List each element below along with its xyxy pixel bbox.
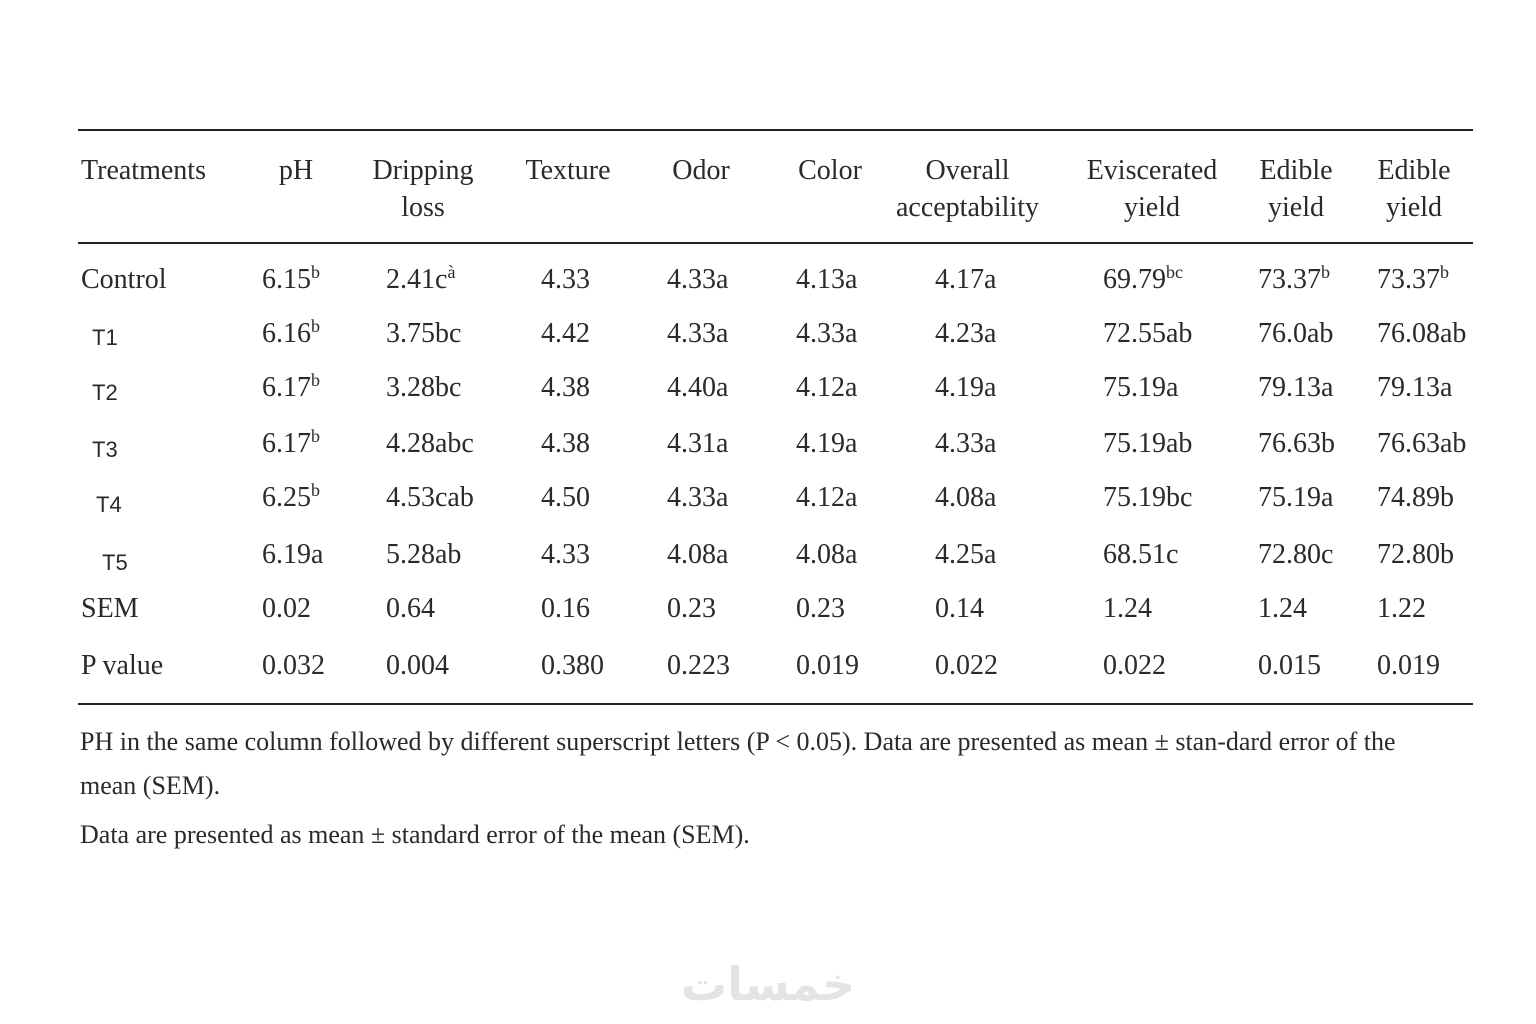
cell-value: 6.16: [262, 318, 311, 349]
row-label: T3: [92, 437, 118, 462]
cell-value: 68.51c: [1103, 539, 1179, 570]
table-cell: [1103, 370, 1178, 406]
cell-value: 0.223: [667, 650, 730, 681]
cell-value: 4.08a: [935, 482, 997, 513]
cell-value: 3.28bc: [386, 372, 462, 403]
cell-value: 4.33a: [796, 318, 858, 349]
cell-value: 4.19a: [935, 372, 997, 403]
row-label: T2: [92, 380, 118, 405]
table-cell: [667, 537, 728, 573]
table-cell: [386, 480, 474, 516]
header-line: Eviscerated: [1086, 155, 1218, 186]
cell-value: 6.25: [262, 482, 311, 513]
header-ph: [256, 152, 336, 189]
header-dripping-loss: [358, 152, 488, 226]
table-cell: [667, 591, 716, 627]
cell-value: 75.19ab: [1103, 428, 1193, 459]
note-text: PH in the same column followed by different superscript letters (P < 0.05). Data are presented as mean ± stan-dard error of the mean (SEM).: [80, 727, 1396, 800]
cell-value: 1.24: [1258, 593, 1307, 624]
cell-value: 4.31a: [667, 428, 729, 459]
table-cell: [386, 262, 455, 298]
table-note-1: [80, 720, 1410, 808]
row-label: SEM: [81, 593, 139, 624]
table-cell: [796, 480, 857, 516]
cell-value: 75.19bc: [1103, 482, 1193, 513]
table-cell: [1377, 426, 1466, 462]
header-edible-yield-2: [1364, 152, 1464, 226]
table-header-rule: [78, 242, 1473, 244]
table-cell: [935, 480, 996, 516]
cell-value: 2.41c: [386, 264, 448, 295]
table-cell: [262, 262, 320, 298]
table-cell: [796, 426, 857, 462]
table-cell: [386, 591, 435, 627]
table-cell: [1377, 537, 1454, 573]
cell-value: 4.33: [541, 264, 590, 295]
cell-value: 75.19a: [1258, 482, 1334, 513]
cell-value: 4.17a: [935, 264, 997, 295]
table-cell: [1103, 316, 1192, 352]
cell-superscript: bc: [1166, 262, 1183, 282]
header-line: Treatments: [81, 155, 206, 186]
cell-value: 6.19a: [262, 539, 324, 570]
table-cell: [935, 262, 996, 298]
row-label: T5: [102, 550, 128, 575]
cell-value: 73.37: [1377, 264, 1440, 295]
cell-value: 4.38: [541, 372, 590, 403]
table-cell: [541, 648, 604, 684]
table-cell: [667, 262, 728, 298]
table-cell: [935, 537, 996, 573]
header-eviscerated-yield: [1077, 152, 1227, 226]
cell-value: 69.79: [1103, 264, 1166, 295]
table-cell: [386, 370, 461, 406]
cell-value: 0.019: [1377, 650, 1440, 681]
table-cell: [386, 648, 449, 684]
table-cell: [935, 370, 996, 406]
cell-superscript: b: [1321, 262, 1330, 282]
cell-superscript: b: [1440, 262, 1449, 282]
cell-value: 4.28abc: [386, 428, 474, 459]
cell-value: 4.42: [541, 318, 590, 349]
table-cell: [667, 426, 728, 462]
table-cell: [935, 426, 996, 462]
header-texture: [513, 152, 623, 189]
table-cell: [1258, 480, 1333, 516]
table-cell: [1377, 591, 1426, 627]
cell-value: 3.75bc: [386, 318, 462, 349]
cell-value: 4.25a: [935, 539, 997, 570]
header-line: Odor: [672, 155, 730, 186]
cell-value: 4.12a: [796, 482, 858, 513]
cell-value: 0.022: [935, 650, 998, 681]
cell-value: 4.40a: [667, 372, 729, 403]
row-label: T4: [96, 492, 122, 517]
table-cell: [541, 537, 590, 573]
table-cell: [796, 316, 857, 352]
cell-value: 0.64: [386, 593, 435, 624]
row-label: P value: [81, 650, 164, 681]
table-cell: [1377, 262, 1449, 298]
cell-value: 1.22: [1377, 593, 1426, 624]
cell-value: 4.33a: [935, 428, 997, 459]
cell-value: 76.63ab: [1377, 428, 1467, 459]
table-cell: [1377, 370, 1452, 406]
table-cell: [667, 480, 728, 516]
cell-value: 0.14: [935, 593, 984, 624]
table-cell: [386, 537, 461, 573]
header-line: Overall: [925, 155, 1010, 186]
watermark-logo: خمسات: [680, 957, 856, 1011]
table-cell: [541, 591, 590, 627]
cell-value: 0.015: [1258, 650, 1321, 681]
table-cell: [667, 370, 728, 406]
header-line: yield: [1386, 192, 1442, 223]
header-line: Edible: [1377, 155, 1451, 186]
cell-value: 0.16: [541, 593, 590, 624]
table-cell: [796, 262, 857, 298]
table-bottom-rule: [78, 703, 1473, 705]
cell-value: 4.33a: [667, 264, 729, 295]
table-cell: [541, 480, 590, 516]
header-odor: [651, 152, 751, 189]
cell-value: 0.004: [386, 650, 449, 681]
table-cell: [1258, 591, 1307, 627]
cell-value: 4.53cab: [386, 482, 474, 513]
table-cell: [1258, 426, 1335, 462]
cell-value: 0.032: [262, 650, 325, 681]
table-cell: [796, 648, 859, 684]
header-line: yield: [1268, 192, 1324, 223]
cell-value: 75.19a: [1103, 372, 1179, 403]
table-cell: [1103, 262, 1183, 298]
table-cell: [935, 591, 984, 627]
header-line: acceptability: [895, 192, 1040, 223]
cell-value: 73.37: [1258, 264, 1321, 295]
cell-value: 79.13a: [1258, 372, 1334, 403]
table-cell: [935, 648, 998, 684]
cell-value: 6.17: [262, 372, 311, 403]
cell-value: 1.24: [1103, 593, 1152, 624]
cell-value: 4.13a: [796, 264, 858, 295]
table-cell: [1258, 316, 1333, 352]
cell-superscript: b: [311, 480, 320, 500]
header-line: Texture: [525, 155, 611, 186]
cell-superscript: à: [447, 262, 456, 282]
header-line: loss: [401, 192, 445, 223]
header-overall-acceptability: [885, 152, 1050, 226]
table-note-2: [80, 813, 1410, 857]
cell-value: 4.50: [541, 482, 590, 513]
cell-value: 0.23: [667, 593, 716, 624]
table-cell: [1103, 591, 1152, 627]
header-line: pH: [278, 155, 314, 186]
cell-superscript: b: [311, 426, 320, 446]
table-cell: [262, 537, 323, 573]
table-cell: [1377, 648, 1440, 684]
cell-value: 0.02: [262, 593, 311, 624]
cell-value: 6.15: [262, 264, 311, 295]
table-cell: [796, 537, 857, 573]
table-cell: [262, 426, 320, 462]
table-cell: [935, 316, 996, 352]
table-cell: [386, 316, 461, 352]
table-cell: [262, 480, 320, 516]
cell-value: 72.80c: [1258, 539, 1334, 570]
cell-value: 0.380: [541, 650, 604, 681]
table-cell: [1377, 316, 1466, 352]
table-cell: [262, 648, 325, 684]
cell-value: 4.19a: [796, 428, 858, 459]
table-top-rule: [78, 129, 1473, 131]
cell-value: 72.80b: [1377, 539, 1454, 570]
cell-value: 76.08ab: [1377, 318, 1467, 349]
cell-value: 76.0ab: [1258, 318, 1334, 349]
cell-value: 72.55ab: [1103, 318, 1193, 349]
cell-value: 4.33: [541, 539, 590, 570]
table-cell: [262, 370, 320, 406]
header-line: Color: [798, 155, 862, 186]
table-cell: [667, 648, 730, 684]
table-cell: [1103, 426, 1192, 462]
header-line: Edible: [1259, 155, 1333, 186]
table-cell: [1258, 262, 1330, 298]
cell-value: 74.89b: [1377, 482, 1454, 513]
cell-value: 4.08a: [796, 539, 858, 570]
header-line: Dripping: [372, 155, 474, 186]
table-cell: [1103, 537, 1178, 573]
note-text: Data are presented as mean ± standard error of the mean (SEM).: [80, 820, 750, 849]
cell-value: 5.28ab: [386, 539, 462, 570]
cell-superscript: b: [311, 262, 320, 282]
table-cell: [1103, 480, 1192, 516]
table-cell: [667, 316, 728, 352]
header-color: [780, 152, 880, 189]
cell-value: 4.38: [541, 428, 590, 459]
table-cell: [541, 262, 590, 298]
cell-value: 4.33a: [667, 482, 729, 513]
table-cell: [386, 426, 474, 462]
table-cell: [1258, 648, 1321, 684]
table-cell: [1258, 537, 1333, 573]
table-cell: [262, 591, 311, 627]
header-edible-yield-1: [1246, 152, 1346, 226]
table-cell: [1258, 370, 1333, 406]
cell-value: 0.23: [796, 593, 845, 624]
cell-superscript: b: [311, 316, 320, 336]
table-cell: [541, 316, 590, 352]
cell-value: 4.12a: [796, 372, 858, 403]
cell-value: 0.022: [1103, 650, 1166, 681]
cell-superscript: b: [311, 370, 320, 390]
cell-value: 4.23a: [935, 318, 997, 349]
cell-value: 4.08a: [667, 539, 729, 570]
cell-value: 4.33a: [667, 318, 729, 349]
table-cell: [1377, 480, 1454, 516]
header-line: yield: [1124, 192, 1180, 223]
row-label: Control: [81, 264, 167, 295]
header-treatments: [81, 152, 206, 189]
table-cell: [541, 370, 590, 406]
cell-value: 76.63b: [1258, 428, 1335, 459]
cell-value: 79.13a: [1377, 372, 1453, 403]
row-label: T1: [92, 325, 118, 350]
table-cell: [541, 426, 590, 462]
cell-value: 6.17: [262, 428, 311, 459]
table-cell: [262, 316, 320, 352]
table-cell: [796, 370, 857, 406]
table-cell: [796, 591, 845, 627]
cell-value: 0.019: [796, 650, 859, 681]
table-cell: [1103, 648, 1166, 684]
